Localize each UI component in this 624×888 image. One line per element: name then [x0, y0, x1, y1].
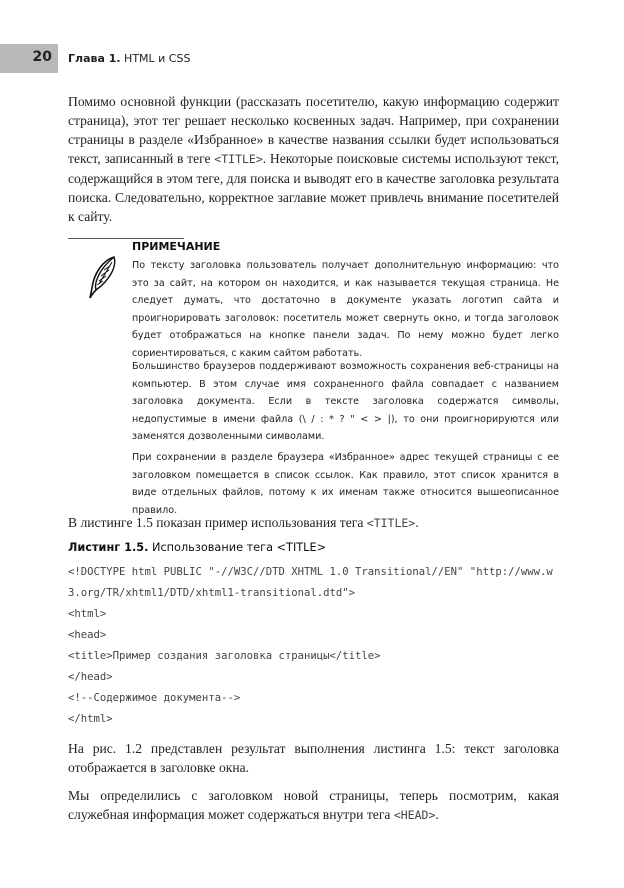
chapter-title: HTML и CSS	[124, 52, 191, 65]
chapter-label: Глава 1.	[68, 52, 121, 65]
code-line-head-open: <head>	[68, 629, 107, 641]
listing-label: Листинг 1.5.	[68, 541, 149, 554]
code-line-html-open: <html>	[68, 608, 107, 620]
listing-intro-period: .	[415, 515, 419, 530]
intro-text-1: Помимо основной функции (рассказать посетителю, какую информацию содержит страница), этот тег решает несколько косвенных задач. Например, при сохранении страницы в разделе «Избранное» в качестве названия ссылки будет использоваться текст, записанный в теге	[68, 94, 559, 166]
note-paragraph-2: Большинство браузеров поддерживают возможность сохранения веб-страницы на компьютер. В этом случае имя сохраненного файла совпадает с названием заголовка документа. Если в тексте заголовка содержатся символы, недопустимые в имени файла (\ / : * ? " < > |), то они проигнорируются или заменятся дозволенными символами.	[132, 361, 559, 442]
code-line-title: <title>Пример создания заголовка страницы</title>	[68, 650, 381, 662]
code-line-comment: <!--Содержимое документа-->	[68, 692, 241, 704]
intro-paragraph	[68, 92, 559, 226]
note-paragraph-3: При сохранении в разделе браузера «Избранное» адрес текущей страницы с ее заголовком помещается в список ссылок. Как правило, этот список хранится в виде отдельных файлов, потому к их именам также относится вышеописанное правило.	[132, 452, 559, 516]
code-line-doctype: <!DOCTYPE html PUBLIC "-//W3C//DTD XHTML 1.0 Transitional//EN" "http://www.w3.org/TR/xhtml1/DTD/xhtml1-transitional.dtd">	[68, 566, 553, 599]
listing-caption-text: Использование тега <TITLE>	[152, 541, 327, 554]
note-divider	[68, 238, 184, 239]
chapter-heading	[68, 52, 190, 65]
listing-intro-text: В листинге 1.5 показан пример использования тега	[68, 515, 367, 530]
code-line-head-close: </head>	[68, 671, 113, 683]
intro-text-2: . Некоторые поисковые системы используют текст, содержащийся в этом теге, для поиска и выводят его в качестве заголовка результата поиска. Следовательно, корректное заглавие может привлечь внимание посетителей к сайту.	[68, 151, 559, 224]
listing-caption	[68, 541, 326, 554]
inline-code-title-tag: <TITLE>	[214, 152, 263, 166]
closing-period: .	[435, 807, 439, 822]
page-number: 20	[32, 49, 52, 65]
listing-intro-paragraph	[68, 513, 559, 533]
result-paragraph: На рис. 1.2 представлен результат выполнения листинга 1.5: текст заголовка отображается в заголовке окна.	[68, 741, 559, 775]
closing-text: Мы определились с заголовком новой страницы, теперь посмотрим, какая служебная информация может содержаться внутри тега	[68, 788, 559, 822]
running-head	[0, 44, 624, 73]
page-number-box	[0, 44, 58, 73]
code-line-html-close: </html>	[68, 713, 113, 725]
note-title: ПРИМЕЧАНИЕ	[132, 240, 221, 253]
closing-paragraph	[68, 786, 559, 825]
note-paragraph-1: По тексту заголовка пользователь получает дополнительную информацию: что это за сайт, на котором он находится, и как называется текущая страница. Не следует думать, что достаточно в документе указать логотип сайта и проигнорировать заголовок: посетитель может свернуть окно, и тогда заголовок будет отображаться на кнопке панели задач. По нему можно будет легко сориентироваться, с каким сайтом работать.	[132, 260, 559, 359]
inline-code-title-tag: <TITLE>	[366, 516, 416, 530]
inline-code-head-tag: <HEAD>	[393, 808, 436, 822]
code-listing	[68, 562, 563, 730]
feather-quill-icon	[84, 254, 118, 302]
